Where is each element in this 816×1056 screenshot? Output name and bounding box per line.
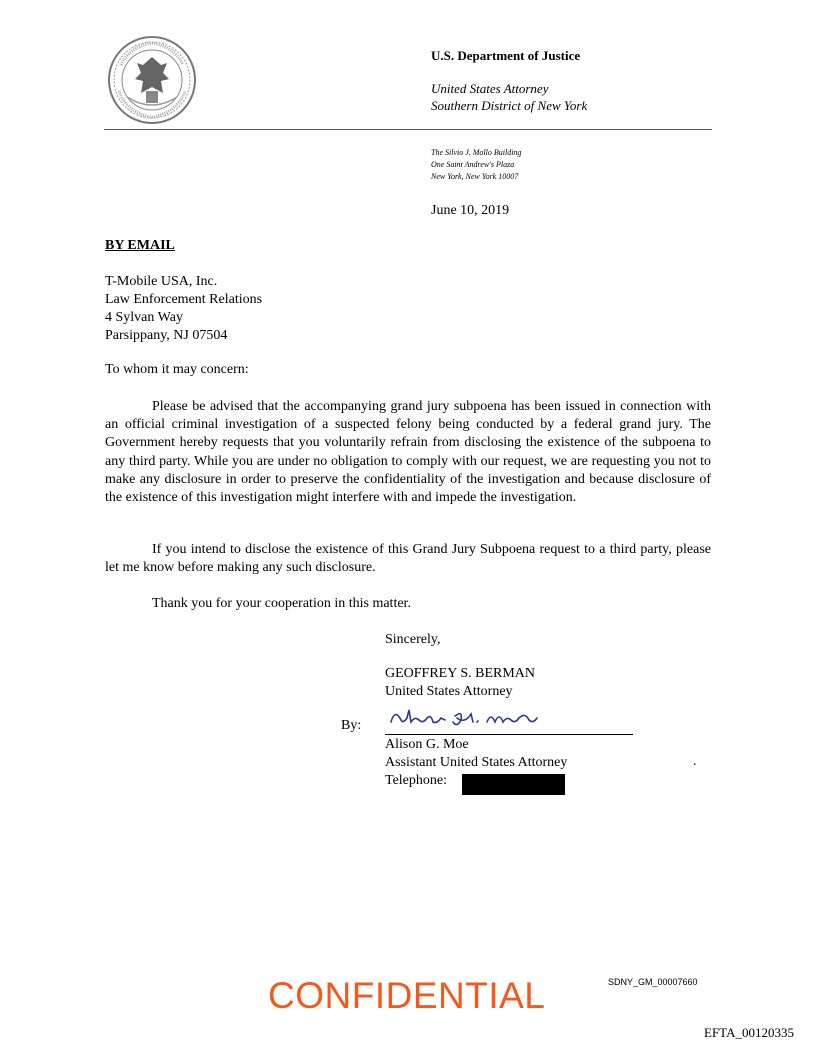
recipient-line: Parsippany, NJ 07504 xyxy=(105,328,228,343)
doj-seal-icon xyxy=(107,35,197,125)
office-address xyxy=(431,147,521,183)
us-attorney-title: United States Attorney xyxy=(385,684,513,699)
us-attorney-block xyxy=(385,665,535,701)
ausa-name: Alison G. Moe xyxy=(385,737,469,752)
body-paragraph: Thank you for your cooperation in this matter. xyxy=(152,596,411,611)
recipient-line: Law Enforcement Relations xyxy=(105,292,263,307)
confidential-stamp: CONFIDENTIAL xyxy=(268,975,546,1016)
recipient-address xyxy=(105,273,262,345)
body-paragraph: Please be advised that the accompanying grand jury subpoena has been issued in connection with an official criminal investigation of a suspected felony being conducted by a federal grand jury. The Government hereby requests that you voluntarily refrain from disclosing the existence of the subpoena to any third party. While you are under no obligation to comply with our request, we are requesting you not to make any disclosure in order to preserve the confidentiality of the investigation and because disclosure of the existence of this investigation might interfere with and impede the investigation. xyxy=(105,399,711,506)
redaction-box xyxy=(462,774,565,795)
delivery-method: BY EMAIL xyxy=(105,238,175,253)
salutation: To whom it may concern: xyxy=(105,362,249,377)
efta-number: EFTA_00120335 xyxy=(704,1025,794,1040)
us-attorney-name: GEOFFREY S. BERMAN xyxy=(385,666,536,681)
recipient-line: T-Mobile USA, Inc. xyxy=(105,274,218,289)
by-label: By: xyxy=(341,718,362,733)
address-line: The Silvio J. Mollo Building xyxy=(431,148,522,157)
department-name: U.S. Department of Justice xyxy=(431,48,581,63)
signature-line xyxy=(385,734,633,735)
office-line-1: United States Attorney xyxy=(431,81,549,96)
ausa-title: Assistant United States Attorney xyxy=(385,755,568,770)
body-paragraph: If you intend to disclose the existence of this Grand Jury Subpoena request to a third party, please let me know before making any such disclosure. xyxy=(105,542,711,576)
letterhead-divider xyxy=(104,129,712,130)
handwritten-signature xyxy=(383,702,543,732)
closing: Sincerely, xyxy=(385,632,441,647)
telephone-label: Telephone: xyxy=(385,773,447,788)
office-line-2: Southern District of New York xyxy=(431,98,588,113)
address-line: New York, New York 10007 xyxy=(431,172,519,181)
recipient-line: 4 Sylvan Way xyxy=(105,310,183,325)
office-name xyxy=(431,80,587,114)
bates-number: SDNY_GM_00007660 xyxy=(608,977,698,987)
letter-date: June 10, 2019 xyxy=(431,203,510,218)
stray-mark: . xyxy=(693,754,697,769)
address-line: One Saint Andrew's Plaza xyxy=(431,160,515,169)
